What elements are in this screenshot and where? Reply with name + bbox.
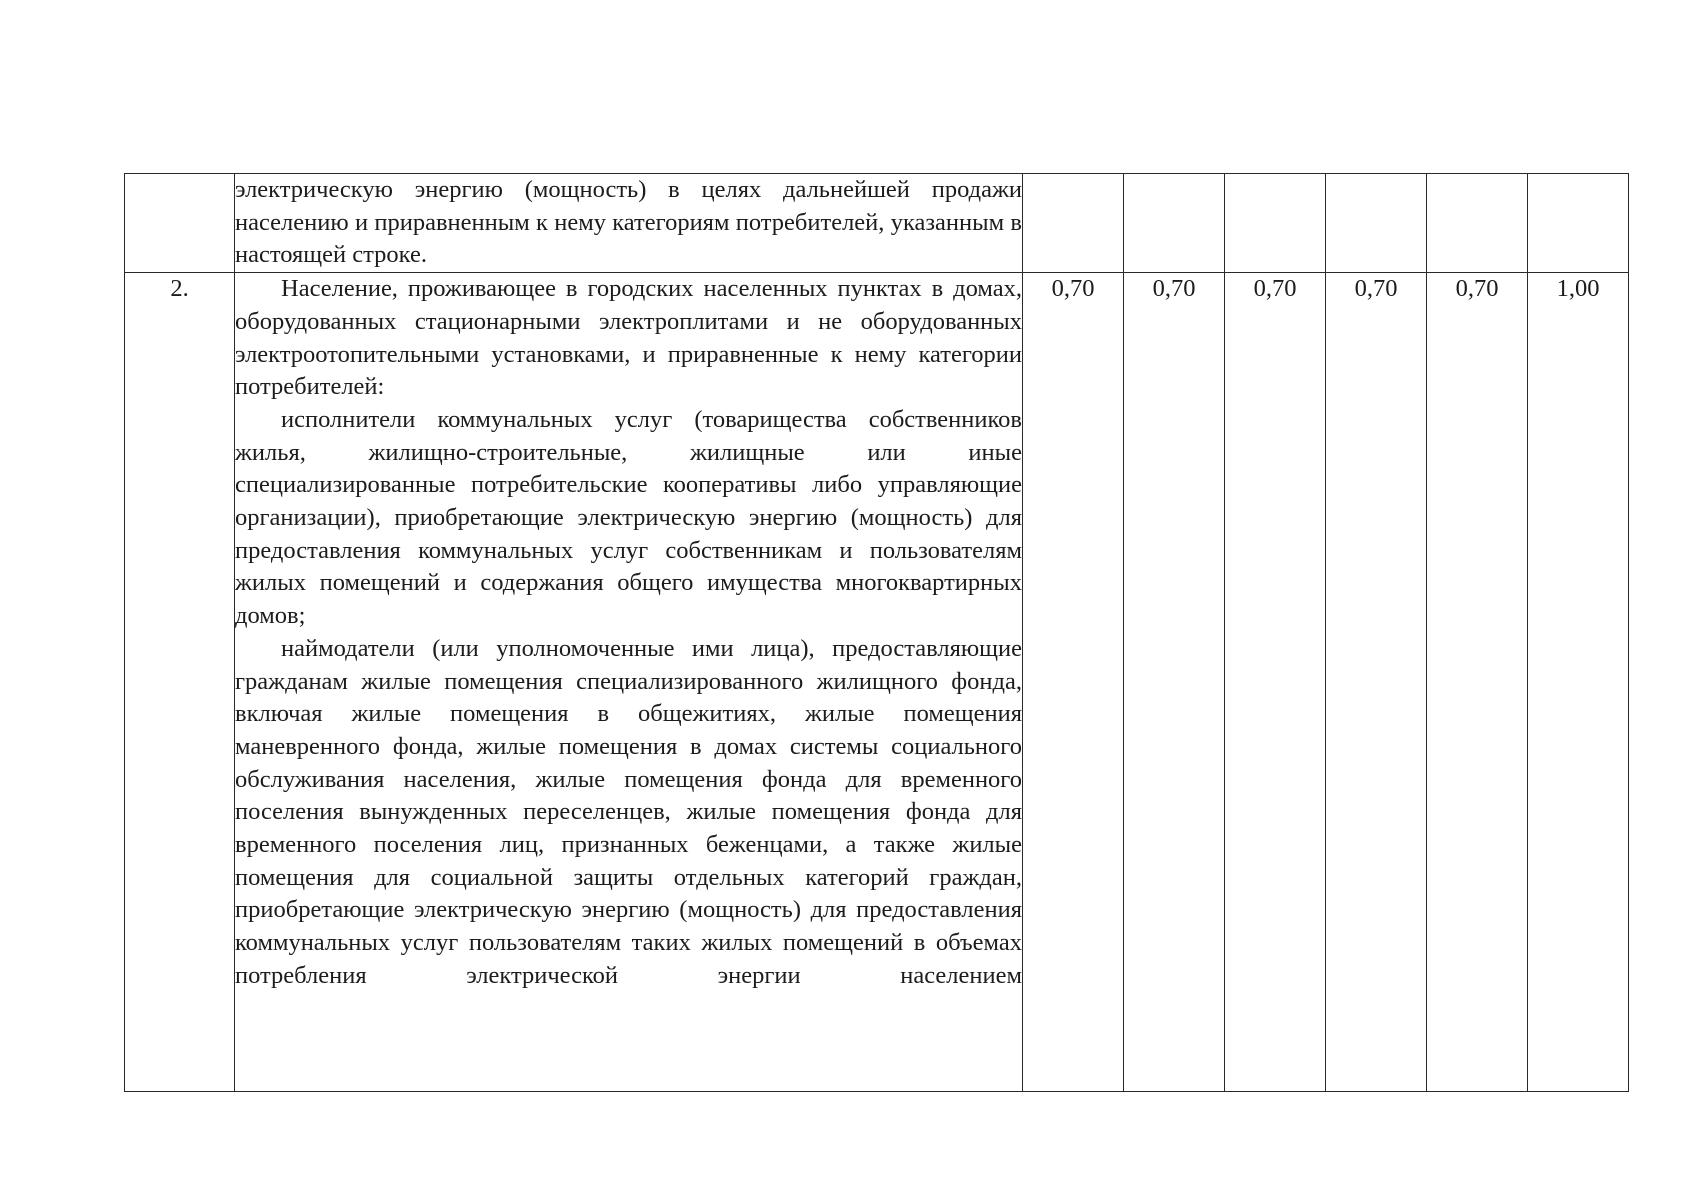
description-paragraph: исполнители коммунальных услуг (товарищества собственников жилья, жилищно-строительные, жилищные или иные специализированные потребительские кооперативы либо управляющие организации), приобретающие электрическую энергию (мощность) для предоставления коммунальных услуг собственникам и пользователям жилых помещений и содержания общего имущества многоквартирных домов; xyxy=(235,405,1022,630)
description-paragraph: Население, проживающее в городских населенных пунктах в домах, оборудованных стационарными электроплитами и не оборудованных электроотопительными установками, и приравненные к нему категории потребителей: xyxy=(235,275,1022,401)
value-cell: 0,70 xyxy=(1225,273,1326,1092)
value-cell: 0,70 xyxy=(1023,273,1124,1092)
value-cell: 0,70 xyxy=(1427,273,1528,1092)
row-description xyxy=(235,273,1023,1092)
value-cell: 0,70 xyxy=(1326,273,1427,1092)
row-number: 2. xyxy=(125,273,235,1092)
value-cell xyxy=(1124,174,1225,273)
row-number xyxy=(125,174,235,273)
value-cell: 0,70 xyxy=(1124,273,1225,1092)
value-cell xyxy=(1427,174,1528,273)
value-cell xyxy=(1326,174,1427,273)
value-cell xyxy=(1023,174,1124,273)
value-cell: 1,00 xyxy=(1528,273,1629,1092)
value-cell xyxy=(1225,174,1326,273)
description-paragraph: электрическую энергию (мощность) в целях дальнейшей продажи населению и приравненным к нему категориям потребителей, указанным в настоящей строке. xyxy=(235,176,1022,269)
value-cell xyxy=(1528,174,1629,273)
table-row xyxy=(125,174,1629,273)
description-paragraph: наймодатели (или уполномоченные ими лица), предоставляющие гражданам жилые помещения специализированного жилищного фонда, включая жилые помещения в общежитиях, жилые помещения маневренного фонда, жилые помещения в домах системы социального обслуживания населения, жилые помещения фонда для временного поселения вынужденных переселенцев, жилые помещения фонда для временного поселения лиц, признанных беженцами, а также жилые помещения для социальной защиты отдельных категорий граждан, приобретающие электрическую энергию (мощность) для предоставления коммунальных услуг пользователям таких жилых помещений в объемах потребления электрической энергии населением xyxy=(235,634,1022,989)
row-description xyxy=(235,174,1023,273)
tariff-coefficient-table xyxy=(124,173,1629,1092)
table-row xyxy=(125,273,1629,1092)
